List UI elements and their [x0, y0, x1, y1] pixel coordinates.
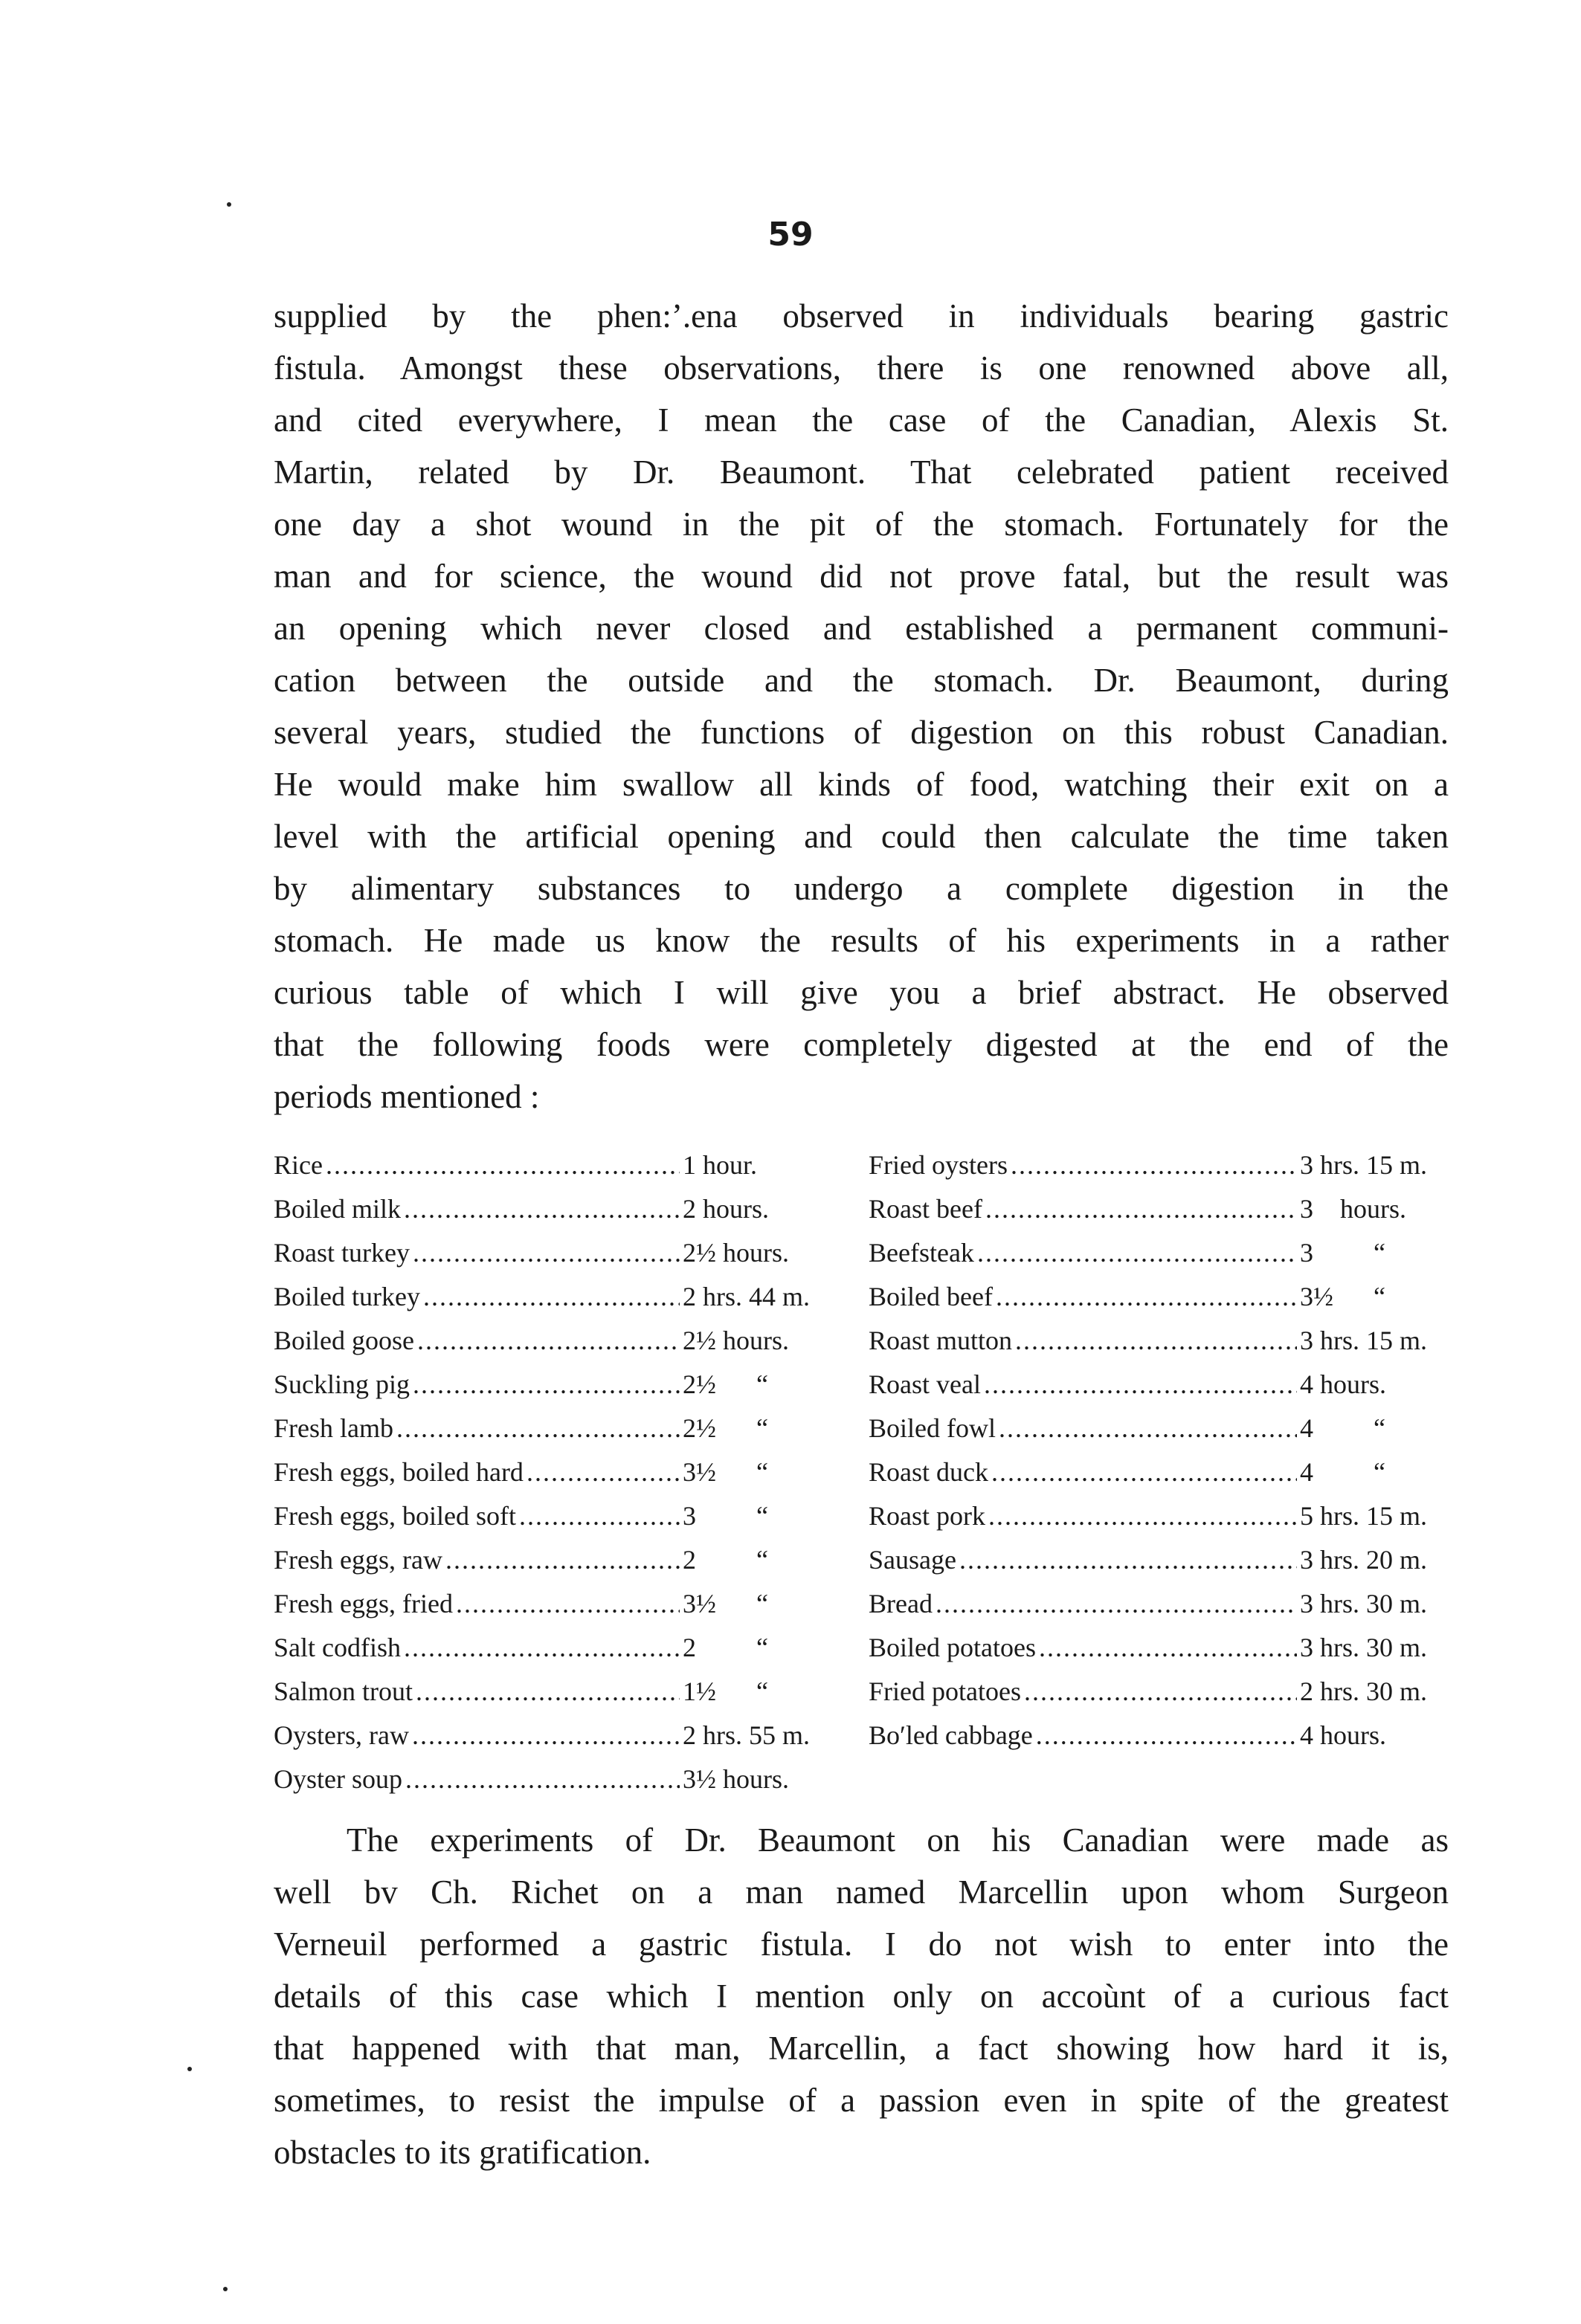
digestion-time: 2 hrs. 30 m.	[1300, 1676, 1427, 1706]
text-line: several years, studied the functions of digestion on this robust Canadian.	[274, 714, 1449, 751]
table-row	[274, 1757, 839, 1801]
text-line: man and for science, the wound did not prove fatal, but the result was	[274, 558, 1449, 595]
dot-leader	[519, 1494, 680, 1538]
dot-leader	[413, 1363, 680, 1407]
food-name: Fresh lamb	[274, 1413, 393, 1443]
food-name: Rice	[274, 1150, 323, 1180]
table-row	[274, 1187, 839, 1231]
dot-leader	[999, 1407, 1297, 1450]
dot-leader	[1015, 1319, 1297, 1363]
table-row	[274, 1670, 839, 1714]
dot-leader	[404, 1187, 680, 1231]
text-line: that happened with that man, Marcellin, a fact showing how hard it is,	[274, 2030, 1449, 2067]
table-row	[274, 1143, 839, 1187]
digestion-time: 2½ hours.	[683, 1238, 789, 1268]
food-name: Roast veal	[869, 1369, 981, 1399]
body-paragraph-intro	[274, 290, 1449, 1123]
table-row	[274, 1319, 839, 1363]
text-line: He would make him swallow all kinds of food, watching their exit on a	[274, 766, 1449, 803]
dot-leader	[984, 1363, 1297, 1407]
digestion-time: 3 hours.	[1300, 1194, 1406, 1224]
digestion-time: 3 hrs. 30 m.	[1300, 1633, 1427, 1662]
text-line: curious table of which I will give you a brief abstract. He observed	[274, 974, 1449, 1011]
table-row	[869, 1275, 1464, 1319]
digestion-time: 3½ “	[683, 1589, 768, 1618]
text-line: well bv Ch. Richet on a man named Marcellin upon whom Surgeon	[274, 1873, 1449, 1911]
food-name: Roast mutton	[869, 1326, 1013, 1355]
dot-leader	[996, 1275, 1297, 1319]
dot-leader	[936, 1582, 1297, 1626]
body-paragraph-richet	[274, 1814, 1449, 2178]
text-line: supplied by the phen:ʼ.ena observed in individuals bearing gastric	[274, 297, 1449, 335]
digestion-time: 5 hrs. 15 m.	[1300, 1501, 1427, 1531]
food-name: Roast turkey	[274, 1238, 410, 1268]
digestion-time: 3 hrs. 15 m.	[1300, 1150, 1427, 1180]
food-name: Beefsteak	[869, 1238, 974, 1268]
dot-leader	[959, 1538, 1297, 1582]
digestion-time: 4 “	[1300, 1413, 1385, 1443]
food-name: Fresh eggs, boiled soft	[274, 1501, 516, 1531]
text-line: that the following foods were completely digested at the end of the	[274, 1026, 1449, 1063]
table-row	[274, 1494, 839, 1538]
text-line: periods mentioned :	[274, 1078, 540, 1115]
dot-leader	[1039, 1626, 1297, 1670]
page-number: 59	[767, 216, 814, 254]
table-row	[869, 1582, 1464, 1626]
food-name: Boiled potatoes	[869, 1633, 1036, 1662]
dot-leader	[527, 1450, 680, 1494]
digestion-time: 3 hrs. 20 m.	[1300, 1545, 1427, 1575]
dot-leader	[988, 1494, 1297, 1538]
digestion-time: 3½ “	[1300, 1282, 1385, 1311]
digestion-time: 3 hrs. 30 m.	[1300, 1589, 1427, 1618]
digestion-time: 2 hrs. 55 m.	[683, 1720, 810, 1750]
table-row	[869, 1670, 1464, 1714]
text-line: cation between the outside and the stomach. Dr. Beaumont, during	[274, 662, 1449, 699]
table-row	[274, 1407, 839, 1450]
dot-leader	[977, 1231, 1297, 1275]
table-row	[869, 1319, 1464, 1363]
food-name: Salt codfish	[274, 1633, 401, 1662]
food-name: Fried oysters	[869, 1150, 1008, 1180]
food-name: Boiled milk	[274, 1194, 401, 1224]
food-name: Fresh eggs, raw	[274, 1545, 442, 1575]
food-name: Boiled turkey	[274, 1282, 420, 1311]
text-line: stomach. He made us know the results of his experiments in a rather	[274, 922, 1449, 959]
food-name: Roast pork	[869, 1501, 985, 1531]
text-line: and cited everywhere, I mean the case of the Canadian, Alexis St.	[274, 401, 1449, 439]
digestion-time: 2 hours.	[683, 1194, 769, 1224]
dot-leader	[326, 1143, 680, 1187]
table-row	[869, 1714, 1464, 1757]
food-name: Boʹled cabbage	[869, 1720, 1033, 1750]
table-row	[869, 1626, 1464, 1670]
table-row	[869, 1450, 1464, 1494]
text-line: by alimentary substances to undergo a complete digestion in the	[274, 870, 1449, 907]
food-name: Oyster soup	[274, 1764, 402, 1794]
dot-leader	[985, 1187, 1297, 1231]
text-line: sometimes, to resist the impulse of a passion even in spite of the greatest	[274, 2082, 1449, 2119]
digestion-time: 2½ “	[683, 1413, 768, 1443]
dot-leader	[405, 1757, 680, 1801]
table-row	[869, 1538, 1464, 1582]
food-name: Fresh eggs, fried	[274, 1589, 453, 1618]
text-line: an opening which never closed and established a permanent communi-	[274, 610, 1449, 647]
dot-leader	[416, 1670, 680, 1714]
food-name: Roast duck	[869, 1457, 988, 1487]
food-name: Oysters, raw	[274, 1720, 409, 1750]
text-line: Martin, related by Dr. Beaumont. That celebrated patient received	[274, 453, 1449, 491]
digestion-table-right-column	[869, 1143, 1464, 1757]
food-name: Sausage	[869, 1545, 956, 1575]
table-row	[869, 1187, 1464, 1231]
dot-leader	[445, 1538, 680, 1582]
table-row	[869, 1143, 1464, 1187]
food-name: Fried potatoes	[869, 1676, 1021, 1706]
digestion-time: 2 “	[683, 1633, 768, 1662]
food-name: Bread	[869, 1589, 933, 1618]
digestion-table-left-column	[274, 1143, 839, 1801]
table-row	[869, 1494, 1464, 1538]
table-row	[869, 1231, 1464, 1275]
table-row	[869, 1363, 1464, 1407]
margin-speck-bottom	[223, 2287, 228, 2291]
dot-leader	[404, 1626, 680, 1670]
dot-leader	[413, 1231, 680, 1275]
digestion-time: 3 “	[1300, 1238, 1385, 1268]
text-line: details of this case which I mention only on accoùnt of a curious fact	[274, 1978, 1449, 2015]
digestion-time: 4 “	[1300, 1457, 1385, 1487]
table-row	[274, 1538, 839, 1582]
digestion-time: 2½ “	[683, 1369, 768, 1399]
dot-leader	[417, 1319, 680, 1363]
food-name: Fresh eggs, boiled hard	[274, 1457, 524, 1487]
dot-leader	[412, 1714, 680, 1757]
food-name: Boiled beef	[869, 1282, 993, 1311]
dot-leader	[1011, 1143, 1297, 1187]
digestion-time: 4 hours.	[1300, 1369, 1386, 1399]
text-line: Verneuil performed a gastric fistula. I do not wish to enter into the	[274, 1926, 1449, 1963]
food-name: Boiled fowl	[869, 1413, 996, 1443]
table-row	[869, 1407, 1464, 1450]
digestion-time: 3½ hours.	[683, 1764, 789, 1794]
table-row	[274, 1231, 839, 1275]
table-row	[274, 1582, 839, 1626]
digestion-time: 2½ hours.	[683, 1326, 789, 1355]
table-row	[274, 1714, 839, 1757]
text-line: level with the artificial opening and could then calculate the time taken	[274, 818, 1449, 855]
food-name: Roast beef	[869, 1194, 982, 1224]
digestion-time: 4 hours.	[1300, 1720, 1386, 1750]
food-name: Suckling pig	[274, 1369, 410, 1399]
digestion-time: 2 “	[683, 1545, 768, 1575]
dot-leader	[396, 1407, 680, 1450]
digestion-time: 3 hrs. 15 m.	[1300, 1326, 1427, 1355]
digestion-time: 1 hour.	[683, 1150, 758, 1180]
dot-leader	[1036, 1714, 1297, 1757]
dot-leader	[423, 1275, 680, 1319]
digestion-time: 3 “	[683, 1501, 768, 1531]
dot-leader	[456, 1582, 680, 1626]
food-name: Boiled goose	[274, 1326, 414, 1355]
table-row	[274, 1363, 839, 1407]
table-row	[274, 1275, 839, 1319]
text-line: one day a shot wound in the pit of the stomach. Fortunately for the	[274, 506, 1449, 543]
table-row	[274, 1450, 839, 1494]
dot-leader	[1024, 1670, 1297, 1714]
dot-leader	[991, 1450, 1297, 1494]
table-row	[274, 1626, 839, 1670]
digestion-time: 2 hrs. 44 m.	[683, 1282, 810, 1311]
margin-speck-top	[227, 202, 231, 207]
digestion-time: 1½ “	[683, 1676, 768, 1706]
digestion-time: 3½ “	[683, 1457, 768, 1487]
food-name: Salmon trout	[274, 1676, 413, 1706]
text-line: The experiments of Dr. Beaumont on his Canadian were made as	[347, 1821, 1449, 1859]
text-line: fistula. Amongst these observations, there is one renowned above all,	[274, 349, 1449, 387]
text-line: obstacles to its gratification.	[274, 2134, 651, 2171]
margin-speck-middle	[187, 2067, 192, 2071]
